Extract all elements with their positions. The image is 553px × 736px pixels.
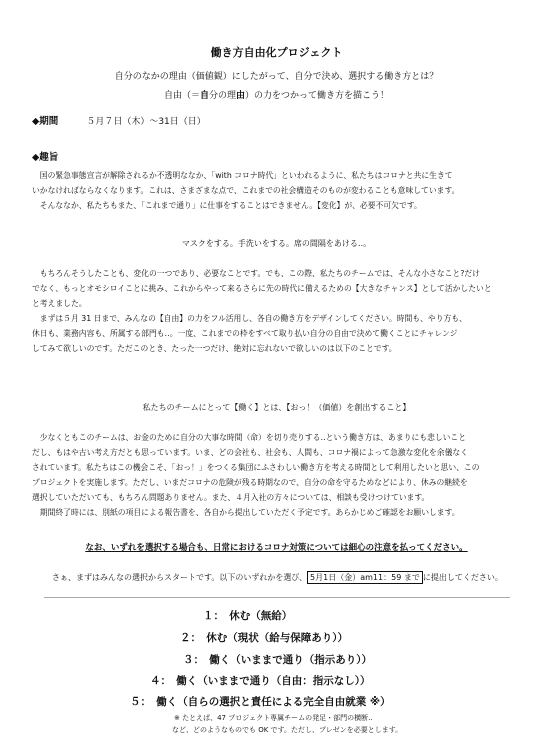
subtitle-2-post: ）の力をつかって働き方を描こう！ bbox=[245, 91, 390, 101]
start-line bbox=[52, 572, 503, 583]
start-pre: さぁ、まずはみんなの選択からスタートです。以下のいずれかを選び、 bbox=[52, 573, 308, 582]
document-title: 働き方自由化プロジェクト bbox=[210, 46, 343, 59]
footnote-line-1: ※ たとえば、47 プロジェクト専属チームの発足・部門の横断‥ bbox=[174, 714, 373, 722]
paragraph-1 bbox=[32, 168, 524, 213]
paragraph-line: だし、もはや古い考え方だとも思っています。いま、どの会社も、社会も、人間も、コロナ禍によって急激な変化を余儀なく bbox=[32, 448, 468, 457]
paragraph-line: 国の緊急事態宣言が解除されるか不透明ななか、「with コロナ時代」といわれるように、私たちはコロナと共に生きて bbox=[32, 171, 453, 180]
paragraph-line: 少なくともこのチームは、お金のために自分の大事な時間（命）を切り売りする‥という働き方は、あまりにも悲しいこと bbox=[32, 433, 467, 442]
paragraph-line: 期間終了時には、別紙の項目による報告書を、各自から提出していただく予定です。あらかじめご確認をお願いします。 bbox=[32, 508, 460, 517]
subtitle-2-bold2: 由 bbox=[236, 91, 246, 101]
option-3: ３： 働く（いままで通り（指示あり）） bbox=[183, 654, 372, 666]
paragraph-line: そんななか、私たちもまた、「これまで通り」に仕事をすることはできません。【変化】が、必要不可欠です。 bbox=[32, 201, 422, 210]
paragraph-line: まずは５月 31 日まで、みんなの【自由】の力をフル活用し、各自の働き方をデザインしてください。時間も、やり方も、 bbox=[32, 314, 467, 323]
paragraph-line: プロジェクトを実施します。ただし、いまだコロナの危険が残る時期なので、自分の命を守るためなどにより、休みの継続を bbox=[32, 478, 468, 487]
subtitle-2-pre: 自由（＝ bbox=[163, 91, 200, 101]
divider bbox=[44, 597, 510, 598]
paragraph-line: されています。私たちはこの機会こそ、「おっ！」をつくる集団にふさわしい働き方を考える時間として利用したいと思い、この bbox=[32, 463, 480, 472]
paragraph-line: 選択していただいても、もちろん問題ありません。また、４月入社の方々については、相談も受けつけています。 bbox=[32, 493, 430, 502]
paragraph-3 bbox=[32, 430, 524, 520]
paragraph-line: いかなければならなくなります。これは、さまざまな点で、これまでの社会構造そのものが変わることも意味しています。 bbox=[32, 186, 460, 195]
deadline-box: 5月1日（金）am11：59 まで bbox=[307, 571, 423, 584]
mask-line: マスクをする。手洗いをする。席の間隔をあける‥。 bbox=[181, 239, 372, 248]
aim-heading: ◆趣旨 bbox=[32, 152, 59, 163]
subtitle-line-1: 自分のなかの理由（価値観）にしたがって、自分で決め、選択する働き方とは？ bbox=[114, 72, 439, 82]
paragraph-line: でなく、もっとオモシロイことに挑み、これからやって来るさらに先の時代に備えるための【大きなチャンス】として活かしたいと bbox=[32, 284, 492, 293]
team-definition-line: 私たちのチームにとって【働く】とは、【おっ！（価値）を創出すること】 bbox=[142, 403, 411, 412]
paragraph-line: もちろんそうしたことも、変化の一つであり、必要なことです。でも、この際、私たちのチームでは、そんな小さなこと?だけ bbox=[32, 269, 480, 278]
paragraph-line: 休日も、業務内容も、所属する部門も‥。一度、これまでの枠をすべて取り払い自分の自由で決めて働くことにチャレンジ bbox=[32, 329, 458, 338]
subtitle-2-bold: 自 bbox=[199, 91, 209, 101]
footnote-line-2: など、どのようなものでも OK です。ただし、プレゼンを必要とします。 bbox=[172, 726, 403, 734]
period-value: ５月７日（木）～31日（日） bbox=[86, 117, 206, 127]
paragraph-line: と考えました。 bbox=[32, 299, 87, 308]
option-5: ５： 働く（自らの選択と責任による完全自由就業 ※） bbox=[130, 696, 391, 708]
period-row bbox=[32, 113, 206, 127]
option-2: ２： 休む（現状（給与保障あり）） bbox=[180, 632, 348, 644]
paragraph-line: してみて欲しいのです。ただこのとき、たった一つだけ、絶対に忘れないで欲しいのは以下のことです。 bbox=[32, 344, 397, 353]
notice-line bbox=[0, 541, 553, 553]
subtitle-line-2 bbox=[0, 88, 553, 101]
notice-text: なお、いずれを選択する場合も、日常におけるコロナ対策については細心の注意を払ってください。 bbox=[85, 543, 468, 553]
option-4: ４： 働く（いままで通り（自由：指示なし）） bbox=[150, 675, 371, 687]
paragraph-2 bbox=[32, 266, 524, 356]
subtitle-2-mid: 分の理 bbox=[208, 91, 236, 101]
option-1: １： 休む（無給） bbox=[203, 610, 293, 622]
start-post: に提出してください。 bbox=[422, 573, 503, 582]
period-label: ◆期間 bbox=[32, 116, 59, 127]
